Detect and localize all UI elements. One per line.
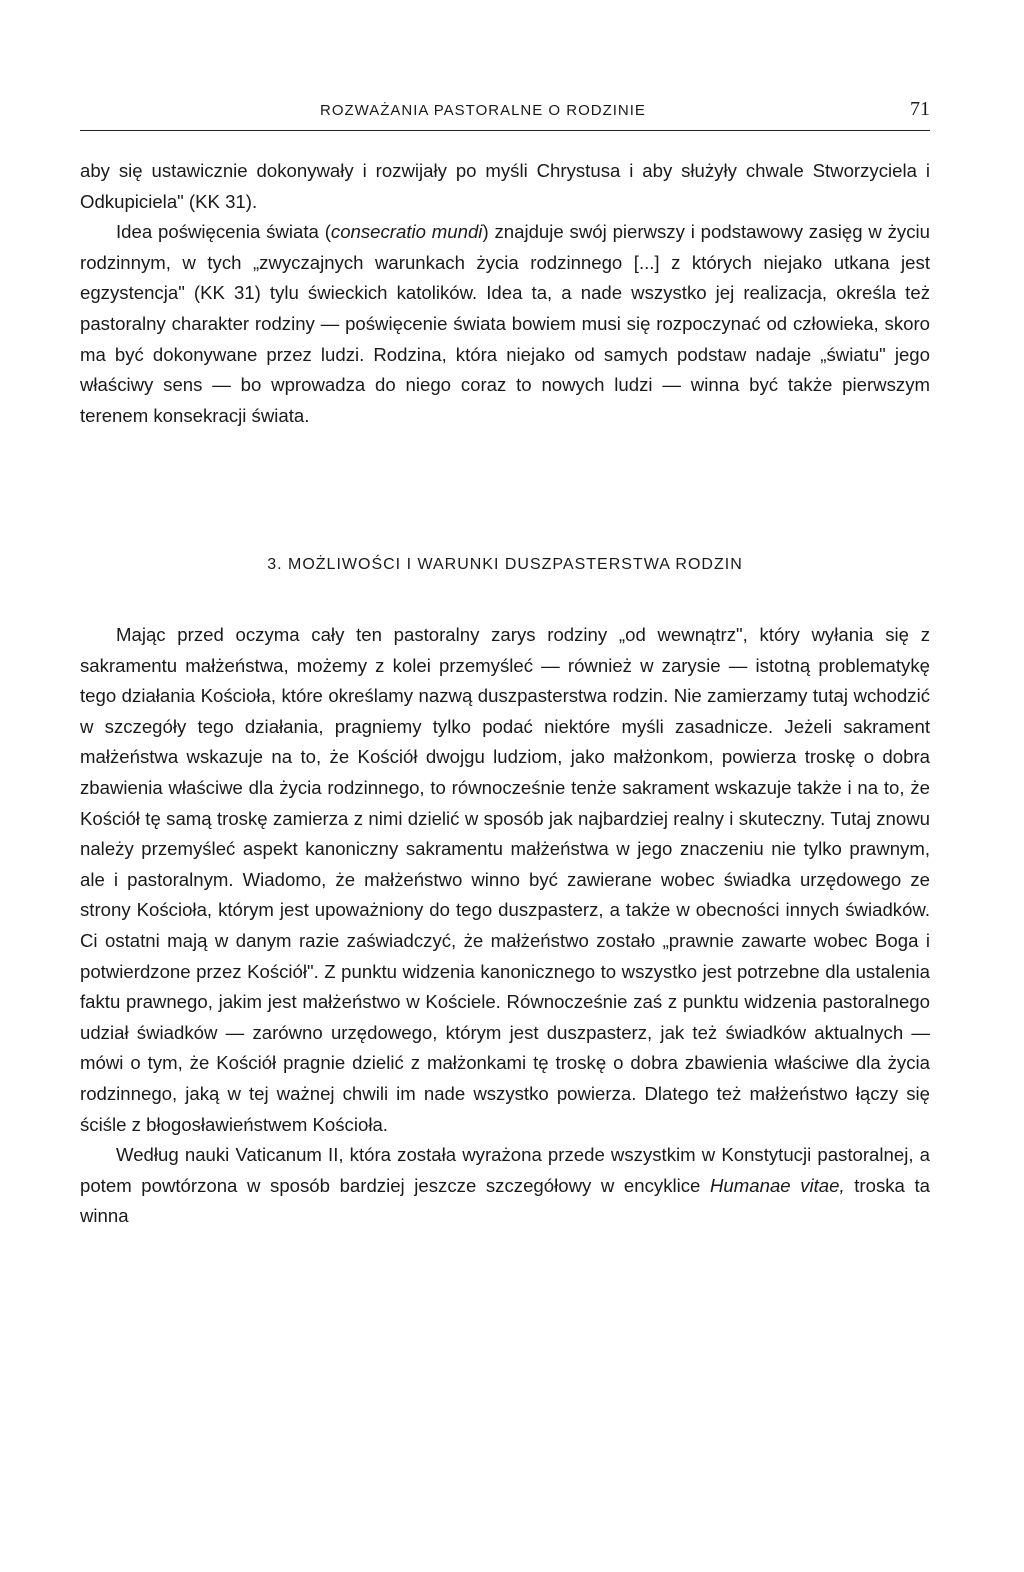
section-heading: 3. MOŻLIWOŚCI I WARUNKI DUSZPASTERSTWA RODZIN	[267, 556, 743, 573]
paragraph-text: troska ta winna	[80, 1174, 931, 1227]
running-header-title: ROZWAŻANIA PASTORALNE O RODZINIE	[320, 102, 646, 119]
paragraph-consecratio-mundi	[80, 217, 930, 431]
paragraph-text: Idea poświęcenia świata (	[116, 221, 331, 243]
paragraph-text: ) znajduje swój pierwszy i podstawowy zasięg w życiu rodzinnym, w tych „zwyczajnych warunkach życia rodzinnego [...] z których niejako utkana jest egzystencja" (KK 31) tylu świeckich katolików. Idea ta, a nade wszystko jej realizacja, określa też pastoralny charakter rodziny — poświęcenie świata bowiem musi się rozpoczynać od człowieka, skoro ma być dokonywane przez ludzi. Rodzina, która niejako od samych podstaw nadaje „światu" jego właściwy sens — bo wprowadza do niego coraz to nowych ludzi — winna być także pierwszym terenem konsekracji świata.	[80, 221, 930, 426]
section-1-body	[80, 156, 930, 431]
italic-title: Humanae vitae,	[710, 1174, 845, 1196]
page-number: 71	[910, 98, 930, 120]
paragraph-continuation: aby się ustawicznie dokonywały i rozwijały po myśli Chrystusa i aby służyły chwale Stworzyciela i Odkupiciela" (KK 31).	[80, 160, 930, 212]
paragraph-text: Według nauki Vaticanum II, która została wyrażona przede wszystkim w Konstytucji pastoralnej, a potem powtórzona w sposób bardziej jeszcze szczegółowy w encyklice	[80, 1144, 930, 1196]
italic-term: consecratio mundi	[330, 221, 483, 243]
running-header	[80, 98, 930, 132]
paragraph-duszpasterstwo: Mając przed oczyma cały ten pastoralny zarys rodziny „od wewnątrz", który wyłania się z sakramentu małżeństwa, możemy z kolei przemyśleć — również w zarysie — istotną problematykę tego działania Kościoła, które określamy nazwą duszpasterstwa rodzin. Nie zamierzamy tutaj wchodzić w szczegóły tego działania, pragniemy tylko podać niektóre myśli zasadnicze. Jeżeli sakrament małżeństwa wskazuje na to, że Kościół dwojgu ludziom, jako małżonkom, powierza troskę o dobra zbawienia właściwe dla życia rodzinnego, to równocześnie tenże sakrament wskazuje także i na to, że Kościół tę samą troskę zamierza z nimi dzielić w sposób jak najbardziej realny i skuteczny. Tutaj znowu należy przemyśleć aspekt kanoniczny sakramentu małżeństwa w jego znaczeniu nie tylko prawnym, ale i pastoralnym. Wiadomo, że małżeństwo winno być zawierane wobec świadka urzędowego ze strony Kościoła, którym jest upoważniony do tego duszpasterz, a także w obecności innych świadków. Ci ostatni mają w danym razie zaświadczyć, że małżeństwo zostało „prawnie zawarte wobec Boga i potwierdzone przez Kościół". Z punktu widzenia kanonicznego to wszystko jest potrzebne dla ustalenia faktu prawnego, jakim jest małżeństwo w Kościele. Równocześnie zaś z punktu widzenia pastoralnego udział świadków — zarówno urzędowego, którym jest duszpasterz, jak też świadków aktualnych — mówi o tym, że Kościół pragnie dzielić z małżonkami tę troskę o dobra zbawienia właściwe dla życia rodzinnego, jaką w tej ważnej chwili im nade wszystko powierza. Dlatego też małżeństwo łączy się ściśle z błogosławieństwem Kościoła.	[80, 624, 930, 1135]
section-2-body	[80, 620, 930, 1232]
paragraph-vaticanum	[80, 1140, 930, 1232]
header-rule	[80, 130, 930, 131]
